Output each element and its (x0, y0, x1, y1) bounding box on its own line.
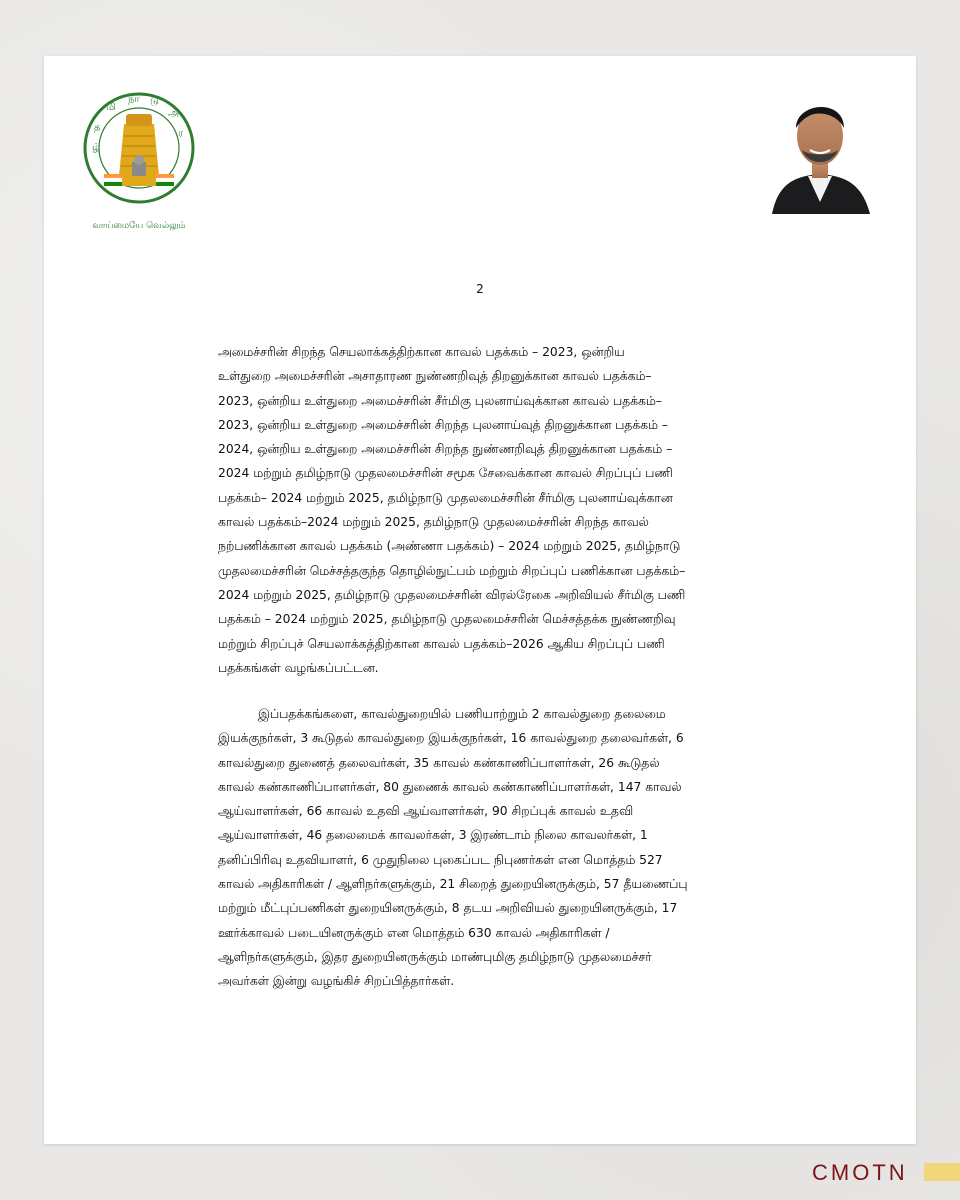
text-line: ஆளிநர்களுக்கும், இதர துறையினருக்கும் மாண்புமிகு தமிழ்நாடு முதலமைச்சர் (218, 949, 652, 964)
text-line: மற்றும் சிறப்புச் செயலாக்கத்திற்கான காவல் பதக்கம்–2026 ஆகிய சிறப்புப் பணி (218, 636, 665, 651)
text-line: தனிப்பிரிவு உதவியாளர், 6 முதுநிலை புகைப்பட நிபுணர்கள் என மொத்தம் 527 (218, 852, 663, 867)
text-line: பதக்கங்கள் வழங்கப்பட்டன. (218, 660, 379, 675)
text-line: நற்பணிக்கான காவல் பதக்கம் (அண்ணா பதக்கம்) – 2024 மற்றும் 2025, தமிழ்நாடு (218, 539, 681, 554)
text-line: பதக்கம்– 2024 மற்றும் 2025, தமிழ்நாடு முதலமைச்சரின் சீர்மிகு புலனாய்வுக்கான (218, 490, 673, 505)
text-line: இயக்குநர்கள், 3 கூடுதல் காவல்துறை இயக்குநர்கள், 16 காவல்துறை தலைவர்கள், 6 (218, 731, 684, 746)
text-line: 2024 மற்றும் தமிழ்நாடு முதலமைச்சரின் சமூக சேவைக்கான காவல் சிறப்புப் பணி (218, 466, 673, 481)
text-line: மற்றும் மீட்புப்பணிகள் துறையினருக்கும், 8 தடய அறிவியல் துறையினருக்கும், 17 (218, 901, 678, 916)
text-line: அமைச்சரின் சிறந்த செயலாக்கத்திற்கான காவல் பதக்கம் – 2023, ஒன்றிய (218, 345, 625, 359)
text-line: 2023, ஒன்றிய உள்துறை அமைச்சரின் சீர்மிகு புலனாய்வுக்கான காவல் பதக்கம்– (218, 393, 662, 408)
chief-minister-portrait (764, 84, 876, 214)
text-line: ஆய்வாளர்கள், 46 தலைமைக் காவலர்கள், 3 இரண்டாம் நிலை காவலர்கள், 1 (218, 828, 648, 843)
paragraph-2 (218, 702, 758, 994)
text-line: 2024 மற்றும் 2025, தமிழ்நாடு முதலமைச்சரின் விரல்ரேகை அறிவியல் சீர்மிகு பணி (218, 587, 686, 602)
svg-text:த: த (94, 122, 101, 133)
text-line: காவல் கண்காணிப்பாளர்கள், 80 துணைக் காவல் கண்காணிப்பாளர்கள், 147 காவல் (218, 779, 682, 794)
text-line: 2024, ஒன்றிய உள்துறை அமைச்சரின் சிறந்த நுண்ணறிவுத் திறனுக்கான பதக்கம் – (218, 442, 673, 457)
svg-text:டு: டு (150, 96, 159, 107)
text-line: உள்துறை அமைச்சரின் அசாதாரண நுண்ணறிவுத் திறனுக்கான காவல் பதக்கம்– (218, 369, 652, 384)
text-line: பதக்கம் – 2024 மற்றும் 2025, தமிழ்நாடு முதலமைச்சரின் மெச்சத்தக்க நுண்ணறிவு (218, 612, 676, 627)
text-line: காவல்துறை துணைத் தலைவர்கள், 35 காவல் கண்காணிப்பாளர்கள், 26 கூடுதல் (218, 755, 660, 770)
emblem-motto: வாய்மையே வெல்லும் (92, 221, 186, 231)
svg-text:நா: நா (128, 94, 140, 105)
svg-text:ர: ர (178, 128, 184, 139)
text-line: 2023, ஒன்றிய உள்துறை அமைச்சரின் சிறந்த புலனாய்வுத் திறனுக்கான பதக்கம் – (218, 417, 668, 432)
tamil-nadu-emblem-icon (80, 86, 198, 236)
brand-accent-bar (924, 1163, 960, 1181)
paragraph-1 (218, 340, 758, 680)
page-number: 2 (476, 282, 484, 296)
svg-text:ழ்: ழ் (92, 142, 101, 153)
text-line: முதலமைச்சரின் மெச்சத்தகுந்த தொழில்நுட்பம் மற்றும் சிறப்புப் பணிக்கான பதக்கம்– (218, 563, 686, 578)
text-line: ஆய்வாளர்கள், 66 காவல் உதவி ஆய்வாளர்கள், 90 சிறப்புக் காவல் உதவி (218, 804, 633, 819)
text-line: ஊர்க்காவல் படையினருக்கும் என மொத்தம் 630 காவல் அதிகாரிகள் / (218, 925, 610, 940)
svg-text:மி: மி (106, 102, 116, 113)
text-line: காவல் அதிகாரிகள் / ஆளிநர்களுக்கும், 21 சிறைத் துறையினருக்கும், 57 தீயணைப்பு (218, 877, 688, 892)
text-line: இப்பதக்கங்களை, காவல்துறையில் பணியாற்றும் 2 காவல்துறை தலைமை (258, 707, 666, 721)
document-page (44, 56, 916, 1144)
text-line: காவல் பதக்கம்–2024 மற்றும் 2025, தமிழ்நாடு முதலமைச்சரின் சிறந்த காவல் (218, 515, 649, 530)
svg-text:அ: அ (168, 108, 180, 119)
cmotn-brand-label: CMOTN (812, 1160, 908, 1185)
text-line: அவர்கள் இன்று வழங்கிச் சிறப்பித்தார்கள். (218, 974, 455, 989)
